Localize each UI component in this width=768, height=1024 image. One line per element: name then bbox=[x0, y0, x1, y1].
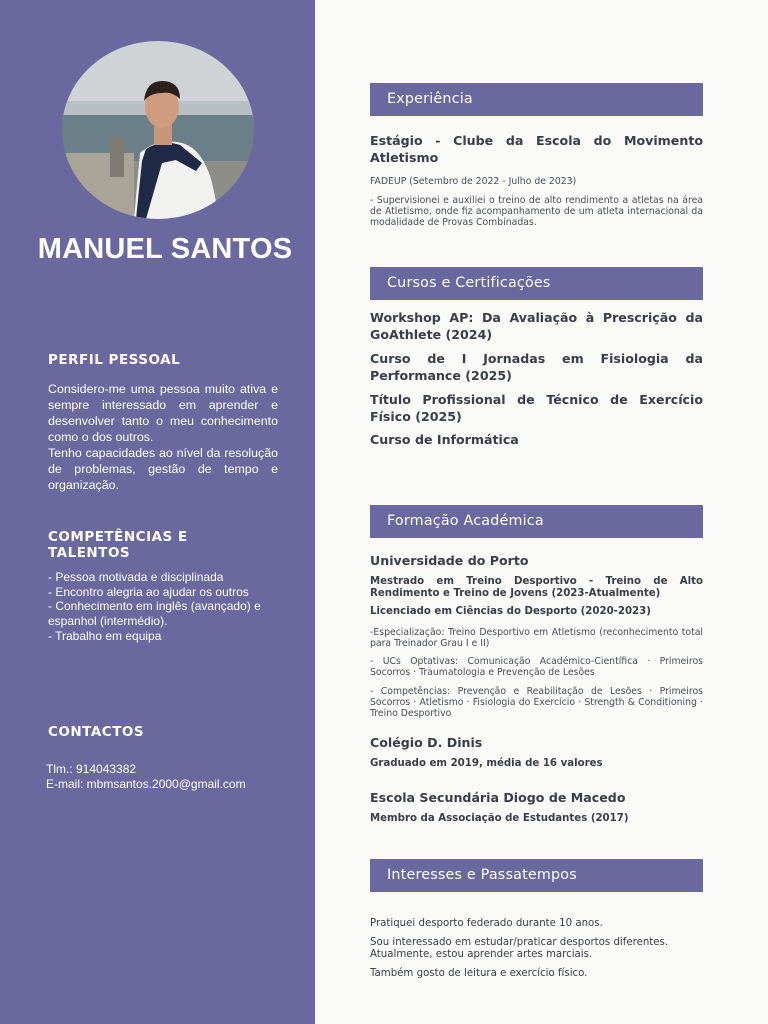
sidebar bbox=[0, 0, 315, 1024]
experience-description: - Supervisionei e auxiliei o treino de alto rendimento a atletas na área de Atletismo, onde fiz acompanhamento de um atleta internacional da modalidade de Provas Combinadas. bbox=[370, 195, 703, 228]
interest-line: Também gosto de leitura e exercício físico. bbox=[370, 968, 588, 979]
skill-item: - Encontro alegria ao ajudar os outros bbox=[48, 584, 249, 599]
profile-photo bbox=[62, 41, 254, 219]
education-detail: -Especialização: Treino Desportivo em Atletismo (reconhecimento total para Treinador Grau I e II) bbox=[370, 627, 703, 649]
education-detail: - UCs Optativas: Comunicação Académico-Científica · Primeiros Socorros · Traumatologia e Prevenção de Lesões bbox=[370, 656, 703, 678]
skills-heading bbox=[48, 529, 188, 561]
interest-line: Sou interessado em estudar/praticar desportos diferentes. Atualmente, estou aprender artes marciais. bbox=[370, 937, 669, 960]
interest-line: Pratiquei desporto federado durante 10 anos. bbox=[370, 918, 603, 929]
skills-heading-line: TALENTOS bbox=[48, 545, 131, 561]
candidate-name: MANUEL SANTOS bbox=[37, 233, 293, 265]
perfil-text bbox=[48, 381, 278, 493]
course-item: Workshop AP: Da Avaliação à Prescrição da GoAthlete (2024) bbox=[370, 310, 703, 342]
education-header: Formação Académica bbox=[370, 505, 703, 538]
education-institution: Escola Secundária Diogo de Macedo bbox=[370, 790, 626, 805]
education-degree: Licenciado em Ciências do Desporto (2020-2023) bbox=[370, 606, 651, 617]
skills-heading-line: COMPETÊNCIAS E bbox=[48, 529, 188, 545]
course-item: Curso de Informática bbox=[370, 432, 519, 447]
email-address[interactable]: E-mail: mbmsantos.2000@gmail.com bbox=[46, 776, 246, 791]
perfil-paragraph: Tenho capacidades ao nível da resolução de problemas, gestão de tempo e organização. bbox=[48, 446, 278, 492]
interests-header: Interesses e Passatempos bbox=[370, 859, 703, 892]
perfil-paragraph: Considero-me uma pessoa muito ativa e sempre interessado em aprender e desenvolver tanto o meu conhecimento como o dos outros. bbox=[48, 382, 278, 444]
profile-photo-image bbox=[62, 41, 254, 219]
education-detail: Membro da Associação de Estudantes (2017) bbox=[370, 813, 629, 824]
phone-number: Tlm.: 914043382 bbox=[46, 762, 137, 776]
education-detail: Graduado em 2019, média de 16 valores bbox=[370, 758, 603, 769]
experience-meta: FADEUP (Setembro de 2022 - Julho de 2023) bbox=[370, 176, 577, 187]
education-institution: Universidade do Porto bbox=[370, 553, 529, 568]
courses-header: Cursos e Certificações bbox=[370, 267, 703, 300]
education-institution: Colégio D. Dinis bbox=[370, 735, 483, 750]
experience-header: Experiência bbox=[370, 83, 703, 116]
course-item: Curso de I Jornadas em Fisiologia da Performance (2025) bbox=[370, 351, 703, 383]
skill-item: - Trabalho em equipa bbox=[48, 628, 162, 643]
education-detail: - Competências: Prevenção e Reabilitação de Lesões · Primeiros Socorros · Atletismo · Fisiologia do Exercício · Strength & Conditioning · Treino Desportivo bbox=[370, 686, 703, 719]
perfil-heading: PERFIL PESSOAL bbox=[48, 352, 181, 368]
contacts-heading: CONTACTOS bbox=[48, 724, 145, 740]
experience-title: Estágio - Clube da Escola do Movimento Atletismo bbox=[370, 133, 703, 165]
skills-list bbox=[48, 570, 283, 644]
education-degree: Mestrado em Treino Desportivo - Treino de Alto Rendimento e Treino de Jovens (2023-Atualmente) bbox=[370, 576, 703, 599]
contacts-block bbox=[46, 762, 246, 791]
skill-item: - Pessoa motivada e disciplinada bbox=[48, 570, 224, 584]
skill-item: - Conhecimento em inglês (avançado) e espanhol (intermédio). bbox=[48, 599, 261, 629]
course-item: Título Profissional de Técnico de Exercício Físico (2025) bbox=[370, 392, 703, 424]
